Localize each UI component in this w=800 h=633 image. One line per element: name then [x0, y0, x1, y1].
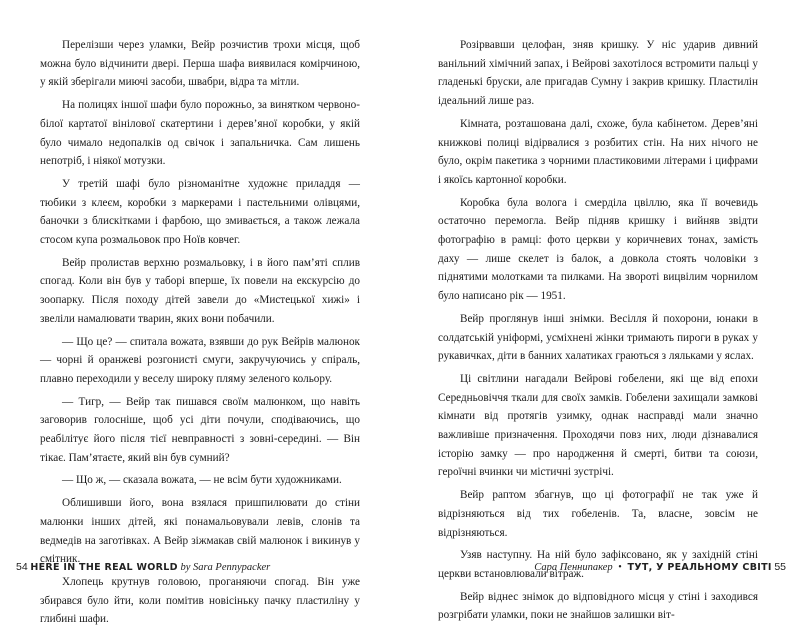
page-number: 55	[774, 561, 786, 573]
running-title: ТУТ, У РЕАЛЬНОМУ СВІТІ	[627, 562, 772, 573]
paragraph: На полицях іншої шафи було порожньо, за винятком червоно-білої картатої вінілової скатертини і дерев’яної коробки, у якій було чимало недопалків од свічок і запальничка. Сам лишень непотріб, і ніякої мотузки.	[40, 99, 360, 168]
paragraph: Облишивши його, вона взялася пришпилювати до стіни малюнки інших дітей, які понамальовували левів, слонів та ведмедів на заготівках. А Вейр зіжмакав свій малюнок і викинув у смітник.	[40, 497, 360, 566]
paragraph: Узяв наступну. На ній було зафіксовано, як у західній стіні церкви встановлювали вітраж.	[438, 549, 758, 580]
paragraph: Перелізши через уламки, Вейр розчистив трохи місця, щоб можна було відчинити двері. Перша шафа виявилася комірчиною, у якій зберігали миючі засоби, швабри, відра та мітли.	[40, 39, 360, 89]
running-title: HERE IN THE REAL WORLD	[30, 562, 178, 573]
paragraph: У третій шафі було різноманітне художнє приладдя — тюбики з клеєм, коробки з маркерами і пастельними олівцями, баночки з блискітками і фарбою, що змивається, а також лежала стосом купа розмальовок про Ноїв ковчег.	[40, 177, 360, 247]
running-author: Сара Пеннипакер	[534, 562, 613, 573]
paragraph: — Що ж, — сказала вожата, — не всім бути художниками.	[62, 474, 342, 487]
paragraph: Кімната, розташована далі, схоже, була кабінетом. Дерев’яні книжкові полиці відірвалися з розбитих стін. На них нічого не було, окрім пакетика з чорними пластиковими літерами і цифрами і якоїсь картонної коробки.	[438, 117, 758, 186]
page-number: 54	[16, 561, 28, 573]
paragraph: Вейр віднес знімок до відповідного місця у стіні і заходився розгрібати уламки, поки не знайшов залишки віт-	[438, 590, 758, 622]
paragraph: Вейр раптом збагнув, що ці фотографії не так уже й відрізняються від тих гобеленів. Та, власне, зовсім не відрізняються.	[438, 489, 758, 539]
running-author: by Sara Pennypacker	[180, 562, 271, 573]
right-page	[438, 36, 758, 629]
paragraph: Ці світлини нагадали Вейрові гобелени, які ще від епохи Середньовіччя ткали для своїх замків. Гобелени захищали замкові кімнати від протягів узимку, однак насправді мали значно важливіше призначення. Проходячи повз них, люди дізнавалися історію замку — про народження й смерті, битви та союзи, героїчні вчинки чи містичні зустрічі.	[438, 372, 758, 479]
paragraph: Хлопець крутнув головою, проганяючи спогад. Він уже збирався було йти, коли помітив новісіньку пачку пластиліну у глибині шафи.	[40, 575, 360, 626]
paragraph: — Тигр, — Вейр так пишався своїм малюнком, що навіть заговорив голосніше, щоб усі діти почули, сподіваючись, що реабілітує його після тієї невправності з зовні-середині. — Він тікає. Пам’ятаєте, який він був сумний?	[40, 395, 360, 464]
left-page	[40, 36, 360, 633]
right-page-footer	[534, 561, 786, 573]
paragraph: — Що це? — спитала вожата, взявши до рук Вейрів малюнок — чорні й оранжеві розгонисті смуги, закручуючись у спіраль, плавно переходили у веселу широку пляму зеленого кольору.	[40, 335, 360, 385]
bullet-separator: •	[618, 562, 622, 573]
paragraph: Вейр пролистав верхню розмальовку, і в його пам’яті сплив спогад. Коли він був у таборі вперше, їх повели на екскурсію до зоопарку. Після походу дітей завели до «Мистецької хижі» і звеліли намалювати тварин, яких вони побачили.	[40, 256, 360, 325]
paragraph: Вейр проглянув інші знімки. Весілля й похорони, юнаки в солдатській уніформі, усміхнені жінки тримають пироги в руках у рукавичках, діти в банних халатиках граються з ляльками у яслах.	[438, 312, 758, 363]
paragraph: Коробка була волога і смерділа цвіллю, яка її вочевидь остаточно перемогла. Вейр підняв кришку і вийняв звідти фотографію в рамці: фото церкви у коричневих тонах, замість даху — лише скелет із балок, а довкола стоять чоловіки з піднятими молотками та пилками. На звороті вицвілим чорнилом було написано рік — 1951.	[438, 196, 758, 303]
paragraph: Розірвавши целофан, зняв кришку. У ніс ударив дивний ванільний хімічний запах, і Вейрові захотілося встромити пальці у гладенькі бруски, але пригадав Сумну і закрив кришку. Пластилін ідеальний лише раз.	[438, 39, 758, 108]
left-page-footer	[16, 561, 270, 573]
